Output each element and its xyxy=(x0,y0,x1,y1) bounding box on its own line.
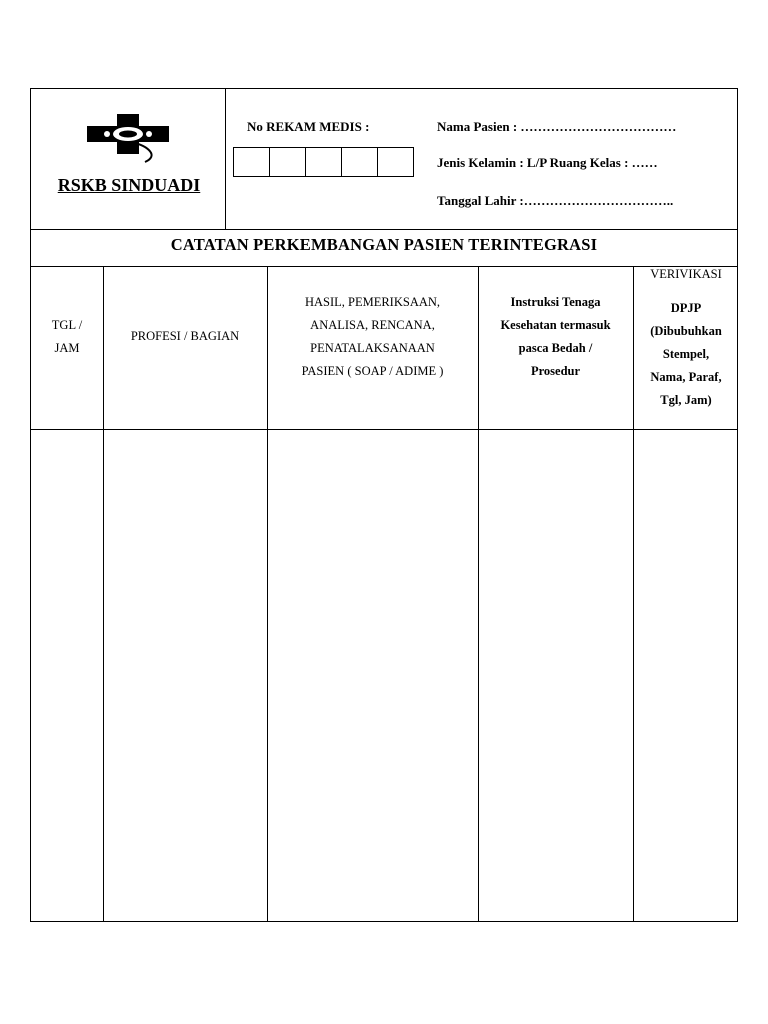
medical-record-digit-box[interactable] xyxy=(377,147,414,177)
gender-class-field: Jenis Kelamin : L/P Ruang Kelas : …… xyxy=(437,155,658,170)
medical-record-digit-box[interactable] xyxy=(341,147,378,177)
column-header-date-time: TGL / JAM xyxy=(51,318,83,355)
column-header-instructions: Instruksi Tenaga Kesehatan termasuk pasca Bedah / Prosedur xyxy=(500,295,611,378)
column-header-verification-title: VERIVIKASI xyxy=(650,267,722,281)
verification-entry-cell[interactable] xyxy=(634,430,738,921)
cross-emblem-icon xyxy=(87,114,169,164)
medical-record-digit-box[interactable] xyxy=(305,147,342,177)
birth-date-field: Tanggal Lahir :…………………………….. xyxy=(437,193,674,208)
patient-name-field: Nama Pasien : ……………………………… xyxy=(437,119,677,134)
form-title: CATATAN PERKEMBANGAN PASIEN TERINTEGRASI xyxy=(170,235,598,254)
integrated-progress-form xyxy=(30,88,738,922)
profession-entry-cell[interactable] xyxy=(104,430,267,921)
medical-record-boxes xyxy=(233,147,413,177)
header-bottom-line xyxy=(31,229,737,230)
header-divider xyxy=(225,89,226,229)
medical-record-digit-box[interactable] xyxy=(269,147,306,177)
medical-record-label: No REKAM MEDIS : xyxy=(247,119,370,134)
medical-record-digit-box[interactable] xyxy=(233,147,270,177)
instructions-entry-cell[interactable] xyxy=(479,430,633,921)
column-header-soap: HASIL, PEMERIKSAAN, ANALISA, RENCANA, PENATALAKSANAAN PASIEN ( SOAP / ADIME ) xyxy=(301,295,444,378)
column-header-profession: PROFESI / BAGIAN xyxy=(130,329,240,343)
soap-entry-cell[interactable] xyxy=(268,430,478,921)
title-bottom-line xyxy=(31,266,737,267)
hospital-name: RSKB SINDUADI xyxy=(57,175,201,195)
column-header-verification: DPJP (Dibubuhkan Stempel, Nama, Paraf, Tgl, Jam) xyxy=(650,301,722,407)
date-time-entry-cell[interactable] xyxy=(31,430,103,921)
